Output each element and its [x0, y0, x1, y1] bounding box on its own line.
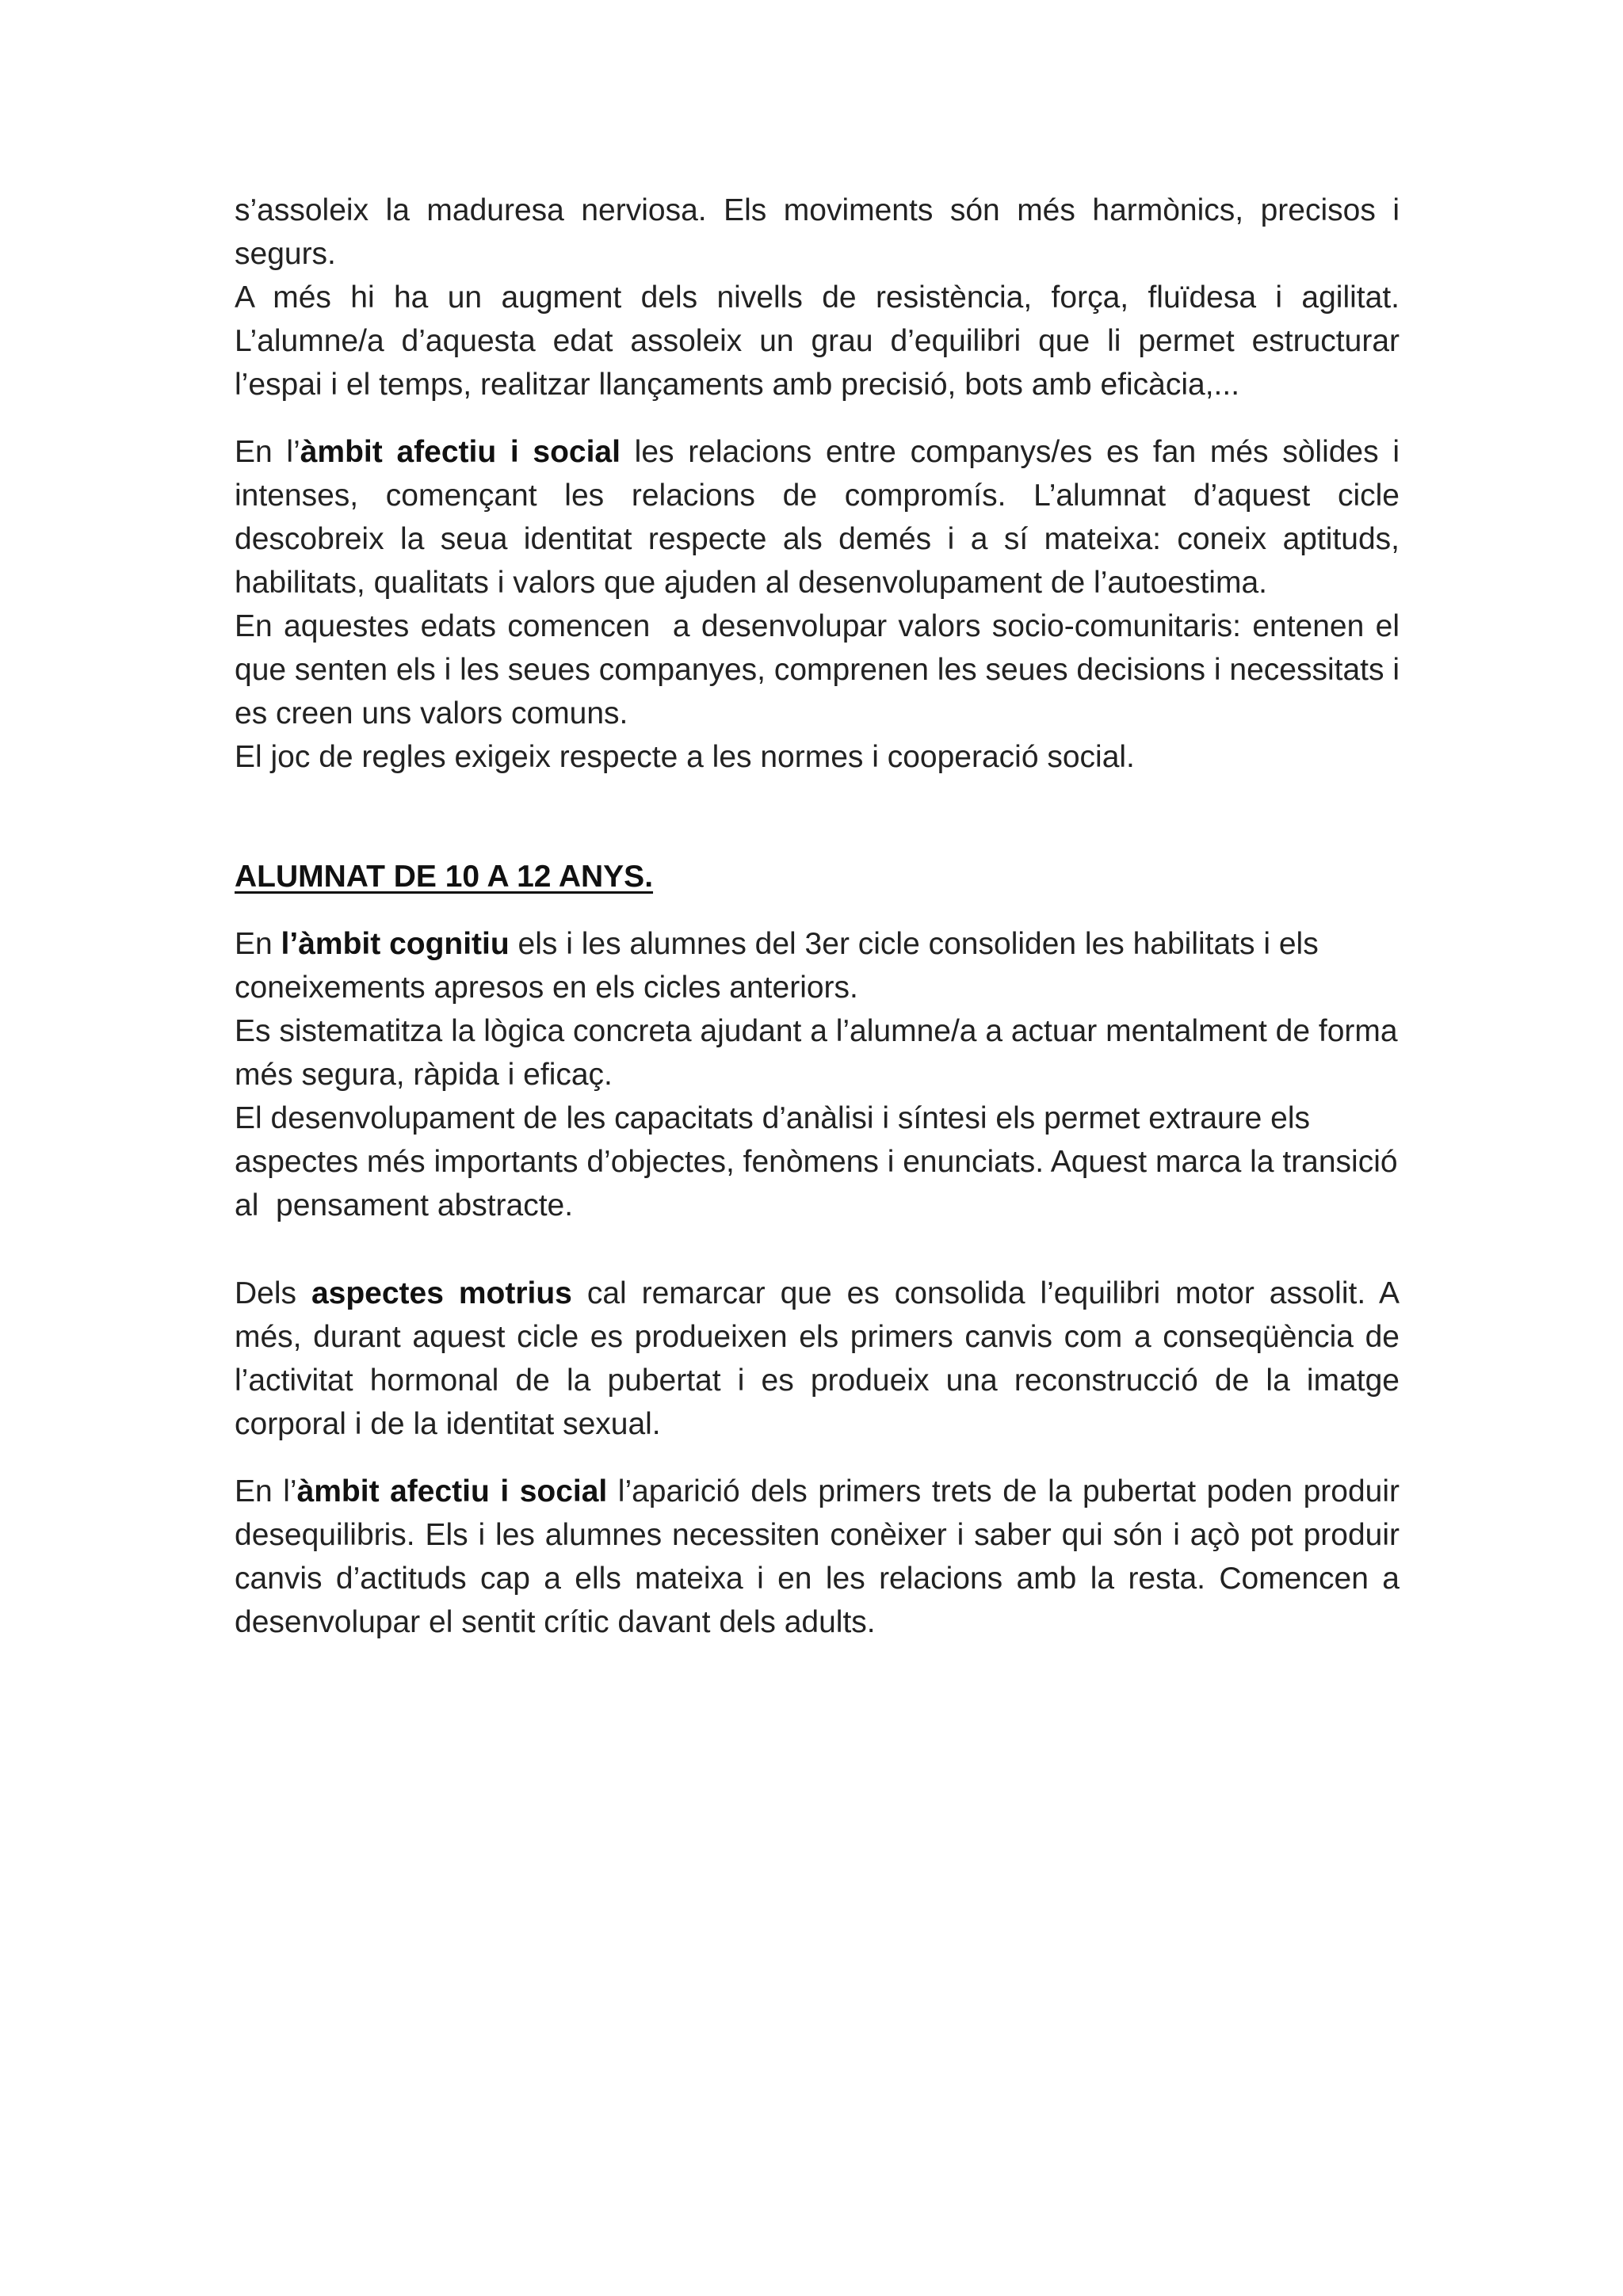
paragraph-pubertat: [235, 1470, 1400, 1644]
section-heading: ALUMNAT DE 10 A 12 ANYS.: [235, 860, 654, 894]
paragraph-text: s’assoleix la maduresa nerviosa. Els moviments són més harmònics, precisos i segurs.: [235, 193, 1400, 271]
paragraph-text: Es sistematitza la lògica concreta ajudant a l’alumne/a a actuar mentalment de forma més segura, ràpida i eficaç.: [235, 1014, 1398, 1092]
paragraph-text: El joc de regles exigeix respecte a les normes i cooperació social.: [235, 740, 1135, 774]
paragraph-text: les relacions entre companys/es es fan més sòlides i intenses, començant les relacions de compromís. L’alumnat d’aquest cicle descobreix la seua identitat respecte als demés i a sí mateixa: coneix aptituds, habilitats, qualitats i valors que ajuden al desenvolupament de l’autoestima.: [235, 435, 1400, 600]
paragraph-ambit-afectiu: [235, 430, 1400, 605]
paragraph-ambit-cognitiu: [235, 922, 1400, 1009]
paragraph-text: En aquestes edats comencen a desenvolupar valors socio-comunitaris: entenen el que senten els i les seues companyes, comprenen les seues decisions i necessitats i es creen uns valors comuns.: [235, 609, 1408, 730]
paragraph-text: l’aparició dels primers trets de la pubertat poden produir desequilibris. Els i les alumnes necessiten conèixer i saber qui són i açò pot produir canvis d’actituds cap a ells mateixa i en les relacions amb la resta. Comencen a desenvolupar el sentit crític davant dels adults.: [235, 1474, 1400, 1639]
spacer: [235, 779, 1400, 855]
paragraph-resistencia: [235, 276, 1400, 406]
paragraph-text: cal remarcar que es consolida l’equilibri motor assolit. A més, durant aquest cicle es produeixen els primers canvis com a conseqüència de l’activitat hormonal de la pubertat i es produeix una reconstrucció de la imatge corporal i de la identitat sexual.: [235, 1276, 1400, 1441]
document-page: [235, 189, 1408, 1644]
paragraph-prefix: En l’: [235, 1474, 297, 1508]
bold-term: aspectes motrius: [311, 1276, 572, 1310]
paragraph-prefix: En: [235, 927, 281, 961]
paragraph-prefix: En l’: [235, 435, 300, 469]
bold-term: àmbit afectiu i social: [296, 1474, 608, 1508]
spacer: [235, 898, 1400, 922]
paragraph-text: els i les alumnes del 3er cicle consoliden les habilitats i els coneixements apresos en els cicles anteriors.: [235, 927, 1319, 1005]
paragraph-aspectes-motrius: [235, 1272, 1400, 1446]
spacer: [235, 1446, 1400, 1470]
paragraph-valors: [235, 605, 1408, 735]
paragraph-maduresa: [235, 189, 1400, 276]
paragraph-logica: [235, 1009, 1400, 1097]
paragraph-text: El desenvolupament de les capacitats d’anàlisi i síntesi els permet extraure els aspectes més importants d’objectes, fenòmens i enunciats. Aquest marca la transició al pensament abstracte.: [235, 1101, 1407, 1222]
bold-term: l’àmbit cognitiu: [281, 927, 510, 961]
paragraph-prefix: Dels: [235, 1276, 311, 1310]
spacer: [235, 1227, 1400, 1272]
spacer: [235, 406, 1400, 430]
paragraph-joc-regles: [235, 735, 1400, 779]
bold-term: àmbit afectiu i social: [300, 435, 621, 469]
paragraph-analisi: [235, 1097, 1407, 1227]
paragraph-text: A més hi ha un augment dels nivells de resistència, força, fluïdesa i agilitat. L’alumne/a d’aquesta edat assoleix un grau d’equilibri que li permet estructurar l’espai i el temps, realitzar llançaments amb precisió, bots amb eficàcia,...: [235, 280, 1400, 402]
